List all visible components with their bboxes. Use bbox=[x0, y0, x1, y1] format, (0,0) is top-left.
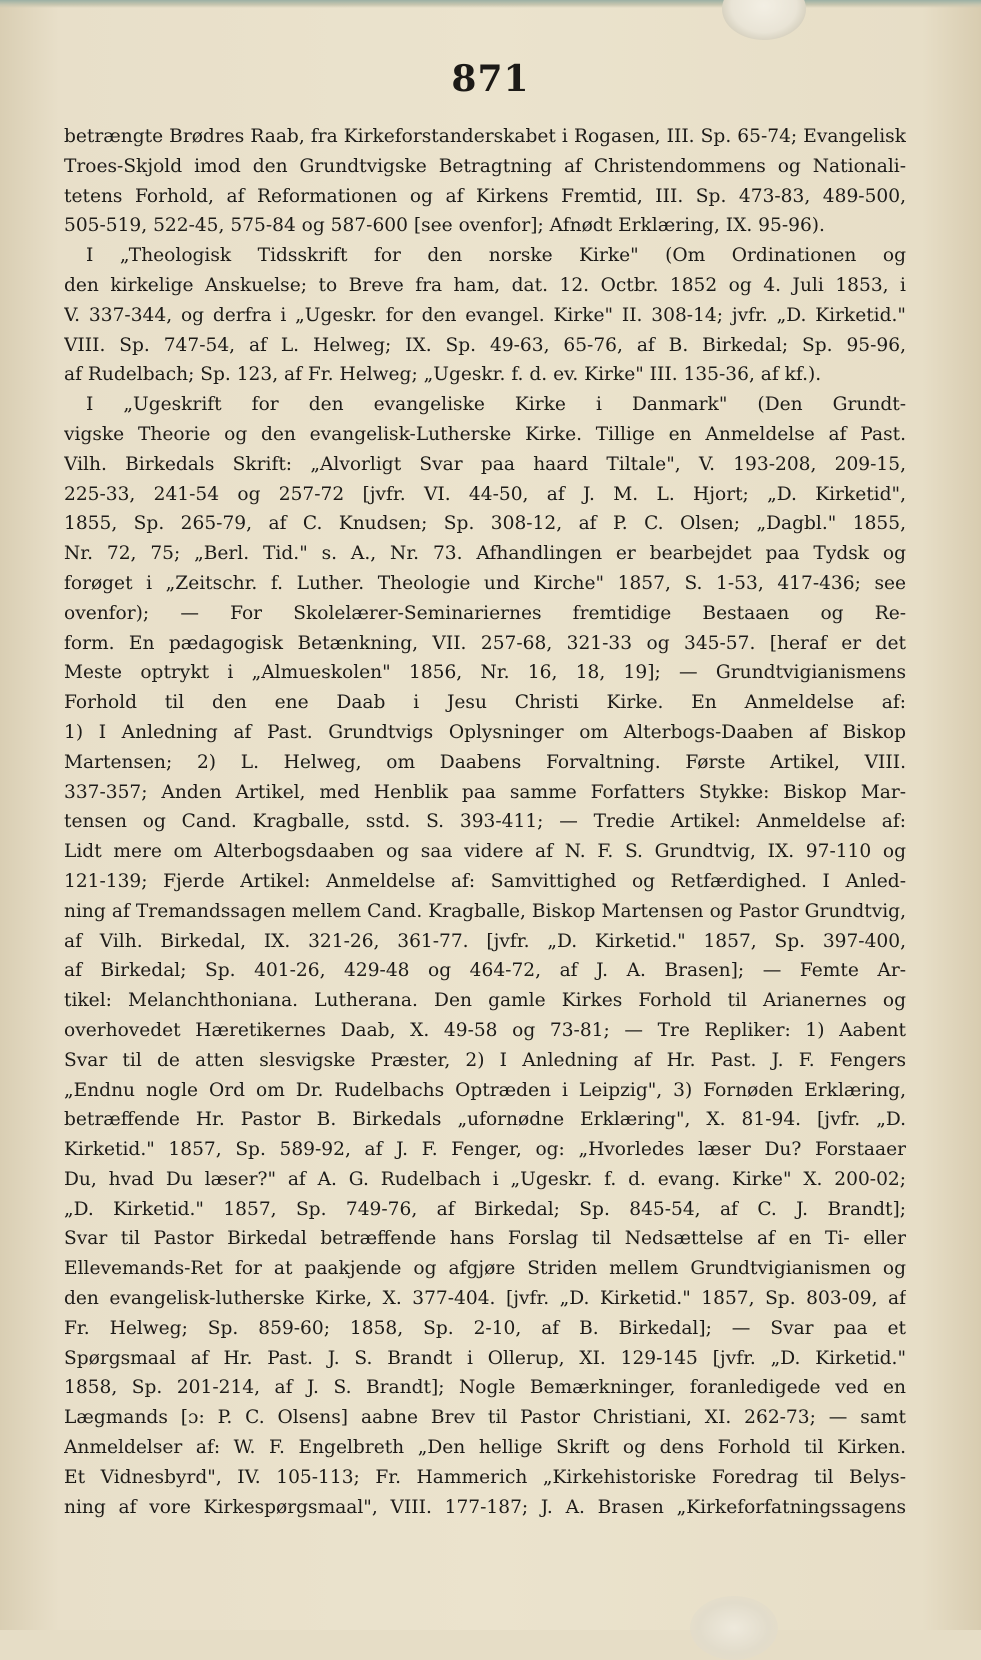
text-line: Ellevemands-Ret for at paakjende og afgjøre Striden mellem Grundtvigianismen og bbox=[64, 1258, 906, 1280]
text-line: Spørgsmaal af Hr. Past. J. S. Brandt i Ollerup, XI. 129-145 [jvfr. „D. Kirketid." bbox=[64, 1347, 906, 1369]
text-line: 225-33, 241-54 og 257-72 [jvfr. VI. 44-50, af J. M. L. Hjort; „D. Kirketid", bbox=[64, 483, 906, 505]
text-line: Lægmands [ɔ: P. C. Olsens] aabne Brev til Pastor Christiani, XI. 262-73; — samt bbox=[64, 1407, 906, 1429]
text-line: af Vilh. Birkedal, IX. 321-26, 361-77. [jvfr. „D. Kirketid." 1857, Sp. 397-400, bbox=[64, 930, 906, 952]
text-line: ning af vore Kirkespørgsmaal", VIII. 177-187; J. A. Brasen „Kirkeforfatningssagens bbox=[64, 1496, 906, 1518]
text-line: Du, hvad Du læser?" af A. G. Rudelbach i „Ugeskr. f. d. evang. Kirke" X. 200-02; bbox=[64, 1168, 906, 1190]
text-line: overhovedet Hæretikernes Daab, X. 49-58 og 73-81; — Tre Repliker: 1) Aabent bbox=[64, 1019, 906, 1041]
text-line: den evangelisk-lutherske Kirke, X. 377-404. [jvfr. „D. Kirketid." 1857, Sp. 803-09, af bbox=[64, 1288, 906, 1310]
paper-fold-mark-top bbox=[722, 0, 806, 40]
text-line: forøget i „Zeitschr. f. Luther. Theologie und Kirche" 1857, S. 1-53, 417-436; see bbox=[64, 572, 906, 594]
text-line: 1) I Anledning af Past. Grundtvigs Oplysninger om Alterbogs-Daaben af Biskop bbox=[64, 721, 906, 743]
text-line: ning af Tremandssagen mellem Cand. Kragballe, Biskop Martensen og Pastor Grundtvig, bbox=[64, 900, 906, 922]
text-line: Et Vidnesbyrd", IV. 105-113; Fr. Hammerich „Kirkehistoriske Foredrag til Belys- bbox=[64, 1466, 906, 1488]
text-line: Fr. Helweg; Sp. 859-60; 1858, Sp. 2-10, af B. Birkedal]; — Svar paa et bbox=[64, 1317, 906, 1339]
text-line: 337-357; Anden Artikel, med Henblik paa samme Forfatters Stykke: Biskop Mar- bbox=[64, 781, 906, 803]
page-number: 871 bbox=[451, 58, 530, 100]
text-line: Forhold til den ene Daab i Jesu Christi Kirke. En Anmeldelse af: bbox=[64, 692, 906, 714]
text-line: Meste optrykt i „Almueskolen" 1856, Nr. 16, 18, 19]; — Grundtvigianismens bbox=[64, 662, 906, 684]
text-line: VIII. Sp. 747-54, af L. Helweg; IX. Sp. 49-63, 65-76, af B. Birkedal; Sp. 95-96, bbox=[64, 334, 906, 356]
text-line: Anmeldelser af: W. F. Engelbreth „Den hellige Skrift og dens Forhold til Kirken. bbox=[64, 1437, 906, 1459]
text-line: Troes-Skjold imod den Grundtvigske Betragtning af Christendommens og Nationali- bbox=[64, 155, 906, 177]
body-text bbox=[64, 122, 906, 1522]
text-line: form. En pædagogisk Betænkning, VII. 257-68, 321-33 og 345-57. [heraf er det bbox=[64, 632, 906, 654]
text-line: Svar til de atten slesvigske Præster, 2) I Anledning af Hr. Past. J. F. Fengers bbox=[64, 1049, 906, 1071]
text-line: betræffende Hr. Pastor B. Birkedals „ufornødne Erklæring", X. 81-94. [jvfr. „D. bbox=[64, 1109, 906, 1131]
text-line: I „Ugeskrift for den evangeliske Kirke i Danmark" (Den Grundt- bbox=[86, 394, 906, 416]
text-line: ovenfor); — For Skolelærer-Seminariernes fremtidige Bestaaen og Re- bbox=[64, 602, 906, 624]
text-line: Kirketid." 1857, Sp. 589-92, af J. F. Fenger, og: „Hvorledes læser Du? Forstaaer bbox=[64, 1139, 906, 1161]
text-line: 121-139; Fjerde Artikel: Anmeldelse af: Samvittighed og Retfærdighed. I Anled- bbox=[64, 870, 906, 892]
text-line: af Birkedal; Sp. 401-26, 429-48 og 464-72, af J. A. Brasen]; — Femte Ar- bbox=[64, 960, 906, 982]
text-line: tetens Forhold, af Reformationen og af Kirkens Fremtid, III. Sp. 473-83, 489-500, bbox=[64, 185, 906, 207]
text-line: Nr. 72, 75; „Berl. Tid." s. A., Nr. 73. Afhandlingen er bearbejdet paa Tydsk og bbox=[64, 543, 906, 565]
text-line: 1855, Sp. 265-79, af C. Knudsen; Sp. 308-12, af P. C. Olsen; „Dagbl." 1855, bbox=[64, 513, 906, 535]
text-line: Vilh. Birkedals Skrift: „Alvorligt Svar paa haard Tiltale", V. 193-208, 209-15, bbox=[64, 453, 906, 475]
text-line: tikel: Melanchthoniana. Lutherana. Den gamle Kirkes Forhold til Arianernes og bbox=[64, 990, 906, 1012]
text-line: betrængte Brødres Raab, fra Kirkeforstanderskabet i Rogasen, III. Sp. 65-74; Evangelisk bbox=[64, 126, 906, 147]
text-line: Lidt mere om Alterbogsdaaben og saa videre af N. F. S. Grundtvig, IX. 97-110 og bbox=[64, 841, 906, 863]
text-line: af Rudelbach; Sp. 123, af Fr. Helweg; „Ugeskr. f. d. ev. Kirke" III. 135-36, af kf.). bbox=[64, 364, 822, 386]
text-line: den kirkelige Anskuelse; to Breve fra ham, dat. 12. Octbr. 1852 og 4. Juli 1853, i bbox=[64, 274, 906, 296]
text-line: „D. Kirketid." 1857, Sp. 749-76, af Birkedal; Sp. 845-54, af C. J. Brandt]; bbox=[64, 1198, 906, 1220]
page-top-edge bbox=[0, 0, 981, 8]
text-line: Svar til Pastor Birkedal betræffende hans Forslag til Nedsættelse af en Ti- eller bbox=[64, 1228, 906, 1250]
text-line: 1858, Sp. 201-214, af J. S. Brandt]; Nogle Bemærkninger, foranledigede ved en bbox=[64, 1377, 906, 1399]
text-line: I „Theologisk Tidsskrift for den norske Kirke" (Om Ordinationen og bbox=[86, 245, 906, 267]
text-line: vigske Theorie og den evangelisk-Lutherske Kirke. Tillige en Anmeldelse af Past. bbox=[64, 423, 906, 445]
text-line: Martensen; 2) L. Helweg, om Daabens Forvaltning. Første Artikel, VIII. bbox=[64, 751, 906, 773]
paper-fold-mark-bottom bbox=[690, 1596, 778, 1660]
text-line: 505-519, 522-45, 575-84 og 587-600 [see ovenfor]; Afnødt Erklæring, IX. 95-96). bbox=[64, 215, 825, 237]
text-line: „Endnu nogle Ord om Dr. Rudelbachs Optræden i Leipzig", 3) Fornøden Erklæring, bbox=[64, 1079, 906, 1101]
text-line: V. 337-344, og derfra i „Ugeskr. for den evangel. Kirke" II. 308-14; jvfr. „D. Kirketid." bbox=[64, 304, 906, 326]
text-line: tensen og Cand. Kragballe, sstd. S. 393-411; — Tredie Artikel: Anmeldelse af: bbox=[64, 811, 906, 833]
